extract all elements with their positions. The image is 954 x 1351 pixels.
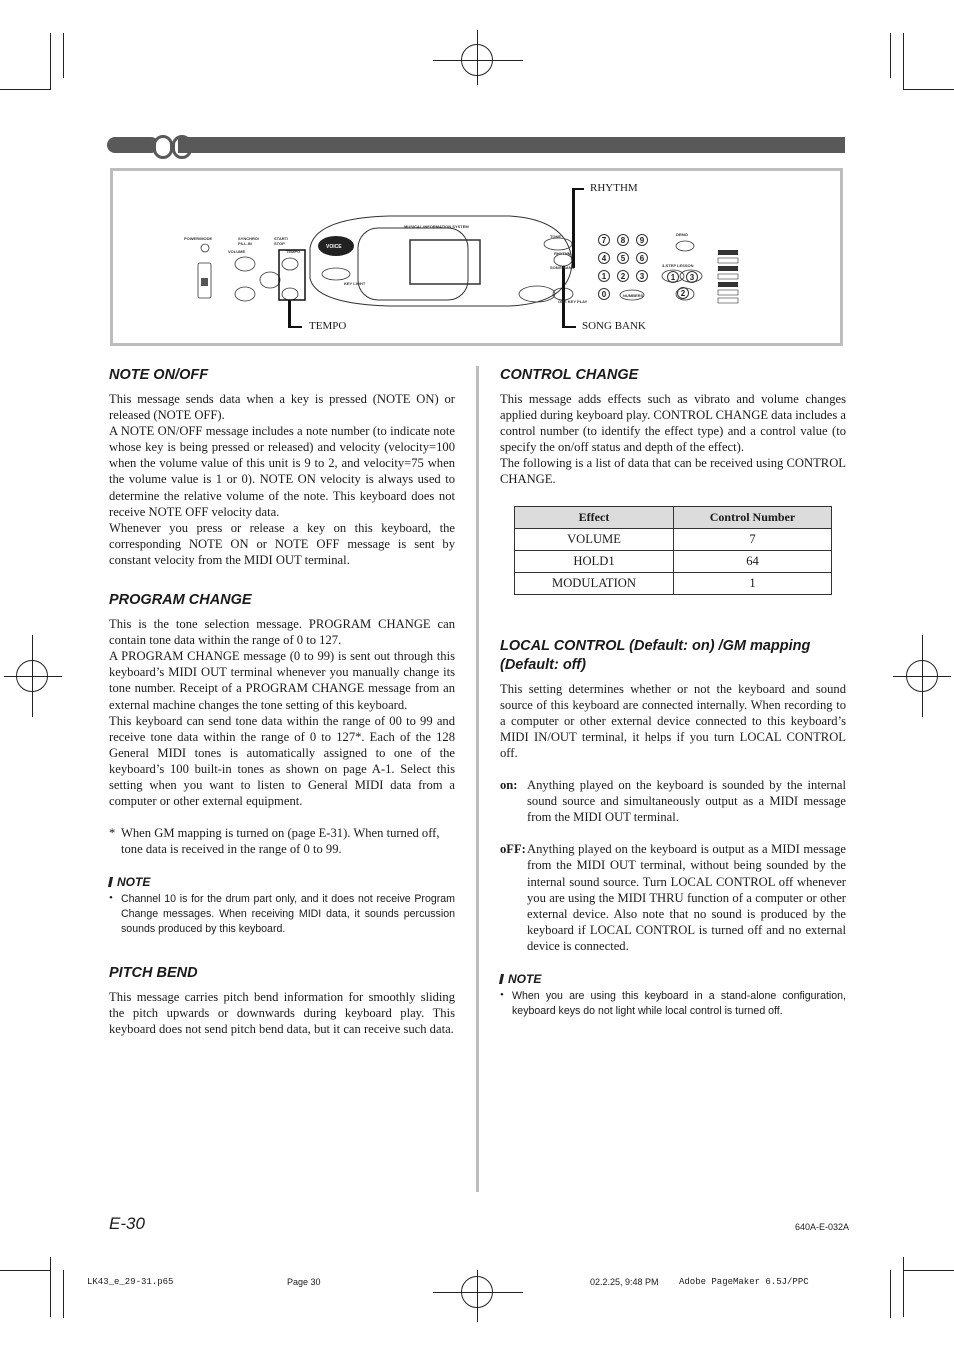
- table-cell: 64: [674, 550, 832, 572]
- demo-label: DEMO: [676, 232, 688, 237]
- footer-datetime: 02.2.25, 9:48 PM: [590, 1277, 659, 1287]
- table-cell: HOLD1: [515, 550, 674, 572]
- table-row: [515, 572, 832, 594]
- bullet: •: [500, 988, 504, 1001]
- table-cell: VOLUME: [515, 528, 674, 550]
- column-divider: [476, 366, 479, 1192]
- key-2: 2: [617, 270, 629, 282]
- desc-off: Anything played on the keyboard is output as a MIDI message from the MIDI OUT terminal, without being sounded by the internal sound source. Turn LOCAL CONTROL off whenever you are using the MIDI THRU function of a computer or other external device. Also note that no sound is produced by the keyboard if LOCAL CONTROL is turned off and no external device is connected.: [527, 842, 846, 953]
- numbers-label: NUMBERS: [623, 293, 644, 298]
- callout-tempo: TEMPO: [309, 320, 347, 332]
- start-stop-label: START/ STOP: [274, 236, 289, 246]
- term-off: oFF:: [500, 842, 526, 857]
- control-change-section: [500, 366, 846, 595]
- paragraph: This keyboard can send tone data within the range of 00 to 99 and receive tone data within the range of 0 to 127*. Each of the 128 General MIDI tones is automatically assigned to one of the keyboard’s 100 built-in tones as shown on page A-1. Select this setting when you want to listen to General MIDI data from a computer or other external equipment.: [109, 713, 455, 809]
- table-header: Control Number: [674, 506, 832, 528]
- footer-filename: LK43_e_29-31.p65: [87, 1277, 174, 1287]
- note-heading: NOTE: [500, 972, 846, 986]
- footnote-mark: *: [109, 826, 116, 841]
- note-onoff-section: [109, 366, 455, 568]
- note-box: [109, 875, 455, 937]
- term-on: on:: [500, 778, 518, 793]
- definition-off: [500, 841, 846, 954]
- lesson-label: 3-STEP LESSON: [662, 263, 694, 268]
- bullet: •: [109, 892, 113, 905]
- keyboard-panel-illustration: [110, 168, 843, 346]
- one-key-play-label: ONE KEY PLAY: [558, 299, 588, 304]
- paragraph: A PROGRAM CHANGE message (0 to 99) is sent out through this keyboard’s MIDI OUT terminal whenever you manually change its tone number. Receipt of a PROGRAM CHANGE message from an external machine changes the tone setting of this keyboard.: [109, 649, 455, 712]
- footer-page: Page 30: [287, 1277, 321, 1287]
- key-3: 3: [636, 270, 648, 282]
- paragraph: This is the tone selection message. PROGRAM CHANGE can contain tone data within the range of 0 to 127.: [109, 617, 455, 648]
- pitch-bend-title: PITCH BEND: [109, 965, 198, 982]
- local-control-title: LOCAL CONTROL (Default: on) /GM mapping (Default: off): [500, 637, 811, 673]
- callout-rhythm: RHYTHM: [590, 182, 638, 194]
- synchro-fill-label: SYNCHRO/ FILL-IN: [238, 236, 260, 246]
- paragraph: Whenever you press or release a key on this keyboard, the corresponding NOTE ON or NOTE OFF message is sent by constant velocity from the MIDI OUT terminal.: [109, 520, 455, 567]
- footnote-text: When GM mapping is turned on (page E-31). When turned off, tone data is received in the range of 0 to 99.: [121, 826, 440, 857]
- key-light-label: KEY LIGHT: [344, 281, 366, 286]
- doc-code: 640A-E-032A: [795, 1222, 850, 1232]
- step-1: 1: [667, 271, 679, 283]
- callout-song-bank: SONG BANK: [582, 320, 646, 332]
- paragraph: This message carries pitch bend information for smoothly sliding the pitch upwards or downwards during keyboard play. This keyboard does not send pitch bend data, but it can receive such data.: [109, 990, 455, 1037]
- paragraph: This message sends data when a key is pressed (NOTE ON) or released (NOTE OFF).: [109, 392, 455, 423]
- power-mode-label: POWER/MODE: [184, 236, 213, 241]
- key-5: 5: [617, 252, 629, 264]
- tone-label: TONE: [550, 234, 562, 239]
- note-item: [500, 989, 846, 1019]
- step-3: 3: [686, 271, 698, 283]
- definition-on: [500, 777, 846, 825]
- tempo-panel-label: TEMPO: [286, 249, 301, 254]
- page-number: E-30: [109, 1214, 145, 1233]
- footnote: [109, 825, 455, 857]
- mis-label: MUSICAL INFORMATION SYSTEM: [404, 224, 469, 229]
- table-cell: 7: [674, 528, 832, 550]
- paragraph: This message adds effects such as vibrato and volume changes applied during keyboard play. CONTROL CHANGE data includes a control number (to identify the effect type) and a control value (to specify the on/off status and depth of the effect).: [500, 392, 847, 455]
- control-number-table: [514, 506, 832, 595]
- rhythm-panel-label: RHYTHM: [554, 251, 572, 256]
- local-control-section: [500, 637, 846, 1019]
- note-text: Channel 10 is for the drum part only, and it does not receive Program Change messages. When receiving MIDI data, it sounds percussion sounds produced by this keyboard.: [121, 893, 455, 936]
- desc-on: Anything played on the keyboard is sounded by the internal sound source and simultaneously output as a MIDI message from the MIDI OUT terminal.: [527, 778, 846, 825]
- note-box: [500, 972, 846, 1019]
- table-cell: 1: [674, 572, 832, 594]
- table-row: [515, 528, 832, 550]
- note-onoff-title: NOTE ON/OFF: [109, 367, 209, 383]
- footer-app: Adobe PageMaker 6.5J/PPC: [679, 1277, 809, 1287]
- note-text: When you are using this keyboard in a stand-alone configuration, keyboard keys do not light while local control is turned off.: [512, 989, 846, 1017]
- note-item: [109, 892, 455, 937]
- paragraph: The following is a list of data that can be received using CONTROL CHANGE.: [500, 456, 846, 487]
- table-header: Effect: [515, 506, 674, 528]
- left-column: [109, 366, 455, 1037]
- step-2: 2: [677, 287, 689, 299]
- song-bank-panel-label: SONG BANK: [550, 265, 575, 270]
- voice-label: VOICE: [326, 244, 342, 250]
- key-6: 6: [636, 252, 648, 264]
- key-9: 9: [636, 234, 648, 246]
- volume-label: VOLUME: [228, 249, 246, 254]
- right-column: [500, 366, 846, 1019]
- program-change-title: PROGRAM CHANGE: [109, 592, 252, 609]
- table-cell: MODULATION: [515, 572, 674, 594]
- note-heading: NOTE: [109, 875, 455, 889]
- key-0: 0: [598, 288, 610, 300]
- program-change-section: [109, 591, 455, 937]
- key-8: 8: [617, 234, 629, 246]
- control-change-title: CONTROL CHANGE: [500, 367, 639, 383]
- key-7: 7: [598, 234, 610, 246]
- key-1: 1: [598, 270, 610, 282]
- table-row: [515, 550, 832, 572]
- paragraph: A NOTE ON/OFF message includes a note number (to indicate note whose key is being pressed or released) and velocity (velocity=100 when the volume value of this unit is 9 to 2, and velocity=75 when the volume value is 1 or 0). NOTE ON velocity is always used to determine the relative volume of the note. This keyboard does not receive NOTE OFF velocity data.: [109, 424, 455, 519]
- pitch-bend-section: [109, 964, 455, 1037]
- key-4: 4: [598, 252, 610, 264]
- paragraph: This setting determines whether or not the keyboard and sound source of this keyboard are connected internally. When recording to a computer or other external device connected to this keyboard’s MIDI IN/OUT terminal, it helps if you turn LOCAL CONTROL off.: [500, 681, 846, 760]
